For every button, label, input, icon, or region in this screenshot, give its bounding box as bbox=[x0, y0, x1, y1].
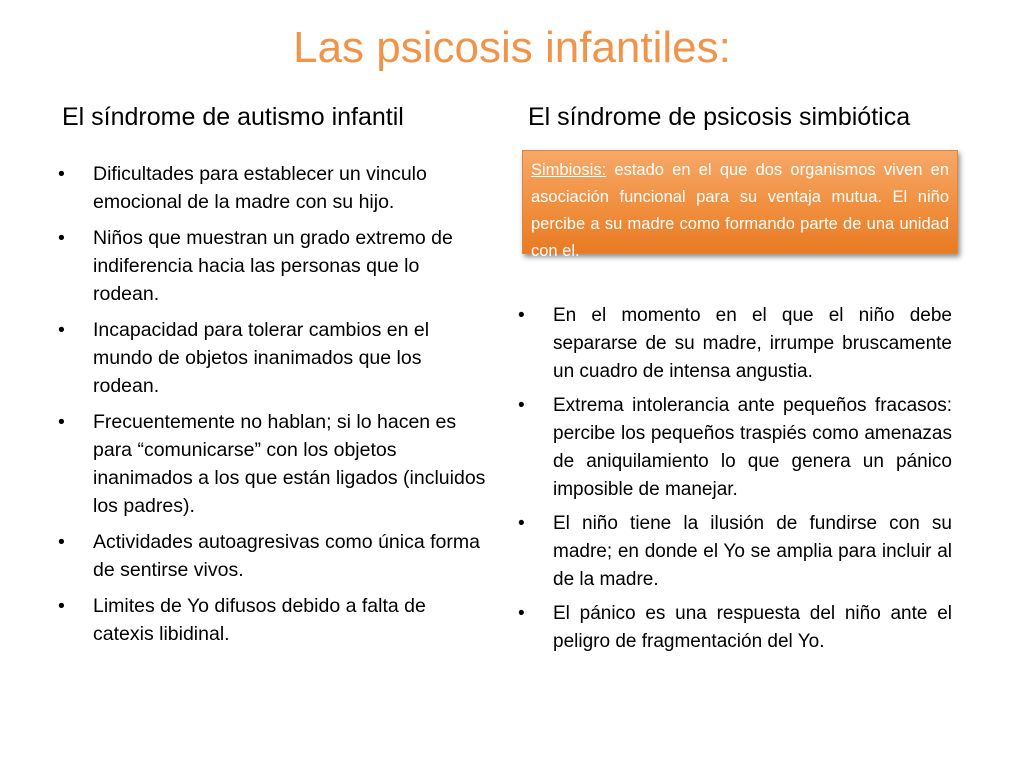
callout-definition: estado en el que dos organismos viven en asociación funcional para su ventaja mutua. El niño percibe a su madre como formando parte de una unidad con el. bbox=[531, 161, 949, 260]
list-item bbox=[518, 392, 952, 504]
symbiosis-definition-callout bbox=[522, 150, 958, 260]
right-column-heading: El síndrome de psicosis simbiótica bbox=[528, 103, 911, 131]
symbiotic-bullet-list bbox=[518, 302, 952, 662]
bullet-icon: • bbox=[58, 595, 65, 617]
bullet-icon: • bbox=[58, 227, 65, 249]
bullet-icon: • bbox=[518, 305, 525, 326]
list-item bbox=[58, 408, 488, 520]
bullet-icon: • bbox=[518, 395, 525, 416]
bullet-icon: • bbox=[58, 411, 65, 433]
autism-bullet-list bbox=[58, 160, 488, 656]
list-item-text: Limites de Yo difusos debido a falta de catexis libidinal. bbox=[93, 595, 426, 645]
list-item-text: Frecuentemente no hablan; si lo hacen es para “comunicarse” con los objetos inanimados a los que están ligados (incluidos los padres). bbox=[93, 411, 486, 517]
list-item-text: Dificultades para establecer un vinculo emocional de la madre con su hijo. bbox=[93, 163, 427, 213]
list-item-text: El niño tiene la ilusión de fundirse con su madre; en donde el Yo se amplia para incluir al de la madre. bbox=[553, 513, 952, 590]
list-item bbox=[518, 600, 952, 656]
bullet-icon: • bbox=[518, 603, 525, 624]
list-item-text: Extrema intolerancia ante pequeños fracasos: percibe los pequeños traspiés como amenazas de aniquilamiento lo que genera un pánico imposible de manejar. bbox=[553, 395, 952, 500]
list-item bbox=[58, 316, 488, 400]
list-item-text: En el momento en el que el niño debe separarse de su madre, irrumpe bruscamente un cuadro de intensa angustia. bbox=[553, 305, 952, 382]
bullet-icon: • bbox=[58, 163, 65, 185]
list-item bbox=[518, 510, 952, 594]
list-item-text: Niños que muestran un grado extremo de indiferencia hacia las personas que lo rodean. bbox=[93, 227, 453, 305]
left-column-heading: El síndrome de autismo infantil bbox=[62, 103, 404, 131]
list-item bbox=[58, 160, 488, 216]
list-item bbox=[58, 592, 488, 648]
slide-title: Las psicosis infantiles: bbox=[293, 23, 731, 72]
list-item bbox=[518, 302, 952, 386]
list-item bbox=[58, 528, 488, 584]
list-item-text: Incapacidad para tolerar cambios en el mundo de objetos inanimados que los rodean. bbox=[93, 319, 430, 397]
bullet-icon: • bbox=[58, 319, 65, 341]
list-item-text: El pánico es una respuesta del niño ante el peligro de fragmentación del Yo. bbox=[553, 603, 952, 652]
list-item bbox=[58, 224, 488, 308]
bullet-icon: • bbox=[58, 531, 65, 553]
bullet-icon: • bbox=[518, 513, 525, 534]
callout-term: Simbiosis: bbox=[531, 161, 607, 179]
list-item-text: Actividades autoagresivas como única forma de sentirse vivos. bbox=[93, 531, 480, 581]
